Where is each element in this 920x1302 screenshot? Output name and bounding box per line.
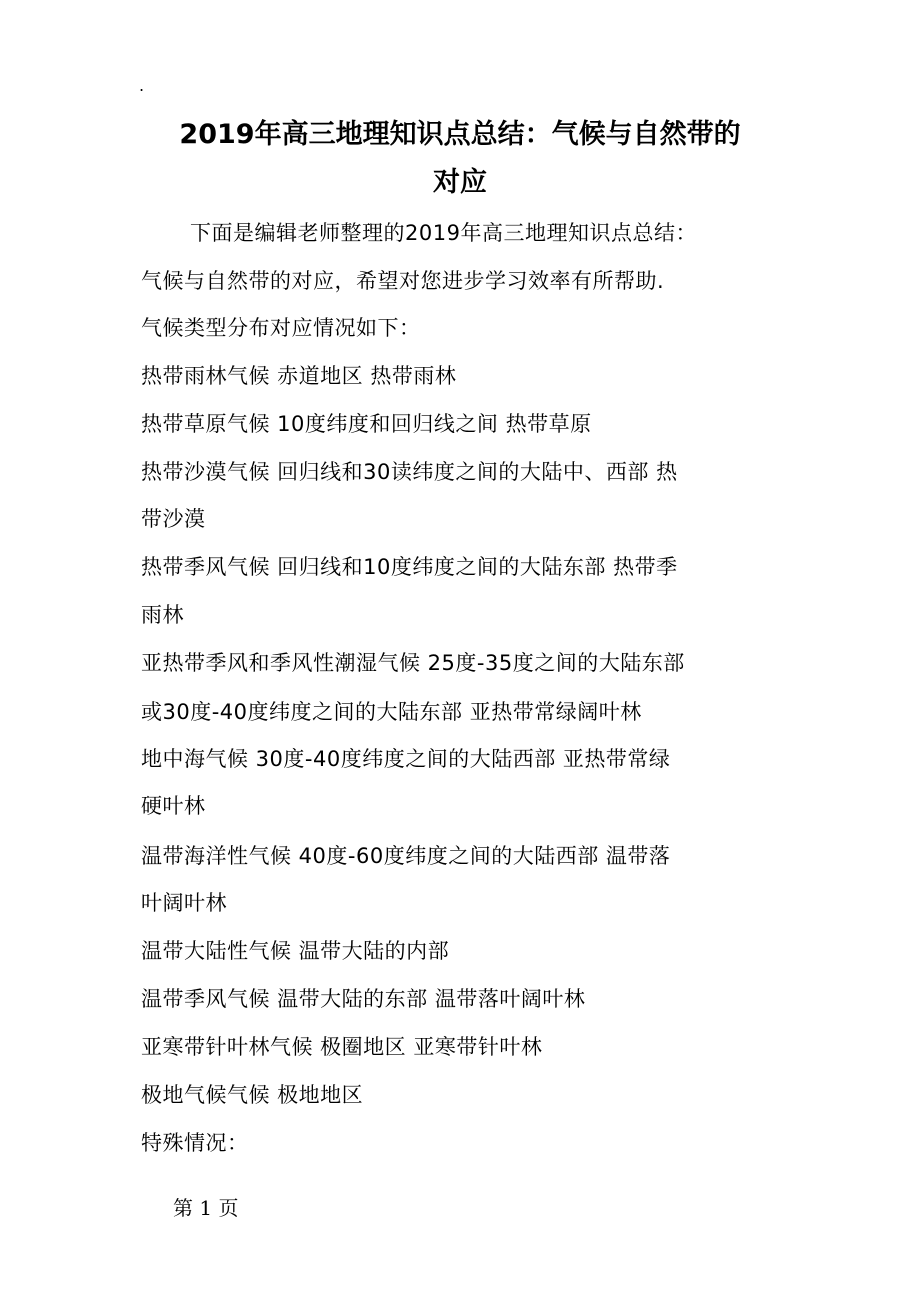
- section-heading: 特殊情况：: [141, 1131, 249, 1155]
- paragraph-line: 下面是编辑老师整理的2019年高三地理知识点总结：: [190, 221, 697, 245]
- climate-line: 亚热带季风和季风性潮湿气候 25度-35度之间的大陆东部: [141, 651, 685, 675]
- climate-line: 叶阔叶林: [141, 891, 227, 915]
- climate-line: 带沙漠: [141, 507, 206, 531]
- climate-line: 雨林: [141, 603, 184, 627]
- page-number: 第 1 页: [173, 1196, 239, 1220]
- climate-line: 热带草原气候 10度纬度和回归线之间 热带草原: [141, 412, 592, 436]
- climate-line: 温带季风气候 温带大陆的东部 温带落叶阔叶林: [141, 987, 586, 1011]
- climate-line: 硬叶林: [141, 794, 206, 818]
- document-title-line-2: 对应: [433, 167, 487, 198]
- paragraph-line: 气候与自然带的对应，希望对您进步学习效率有所帮助.: [141, 269, 665, 293]
- climate-line: 地中海气候 30度-40度纬度之间的大陆西部 亚热带常绿: [141, 747, 671, 771]
- climate-line: 温带大陆性气候 温带大陆的内部: [141, 939, 450, 963]
- climate-line: 热带季风气候 回归线和10度纬度之间的大陆东部 热带季: [141, 555, 678, 579]
- climate-line: 热带雨林气候 赤道地区 热带雨林: [141, 364, 457, 388]
- climate-line: 温带海洋性气候 40度-60度纬度之间的大陆西部 温带落: [141, 844, 671, 868]
- climate-line: 或30度-40度纬度之间的大陆东部 亚热带常绿阔叶林: [141, 700, 642, 724]
- paragraph-line: 气候类型分布对应情况如下：: [141, 316, 421, 340]
- header-mark: .: [139, 76, 145, 95]
- climate-line: 热带沙漠气候 回归线和30读纬度之间的大陆中、西部 热: [141, 460, 678, 484]
- document-title-line-1: 2019年高三地理知识点总结：气候与自然带的: [179, 119, 741, 150]
- climate-line: 亚寒带针叶林气候 极圈地区 亚寒带针叶林: [141, 1035, 543, 1059]
- climate-line: 极地气候气候 极地地区: [141, 1083, 364, 1107]
